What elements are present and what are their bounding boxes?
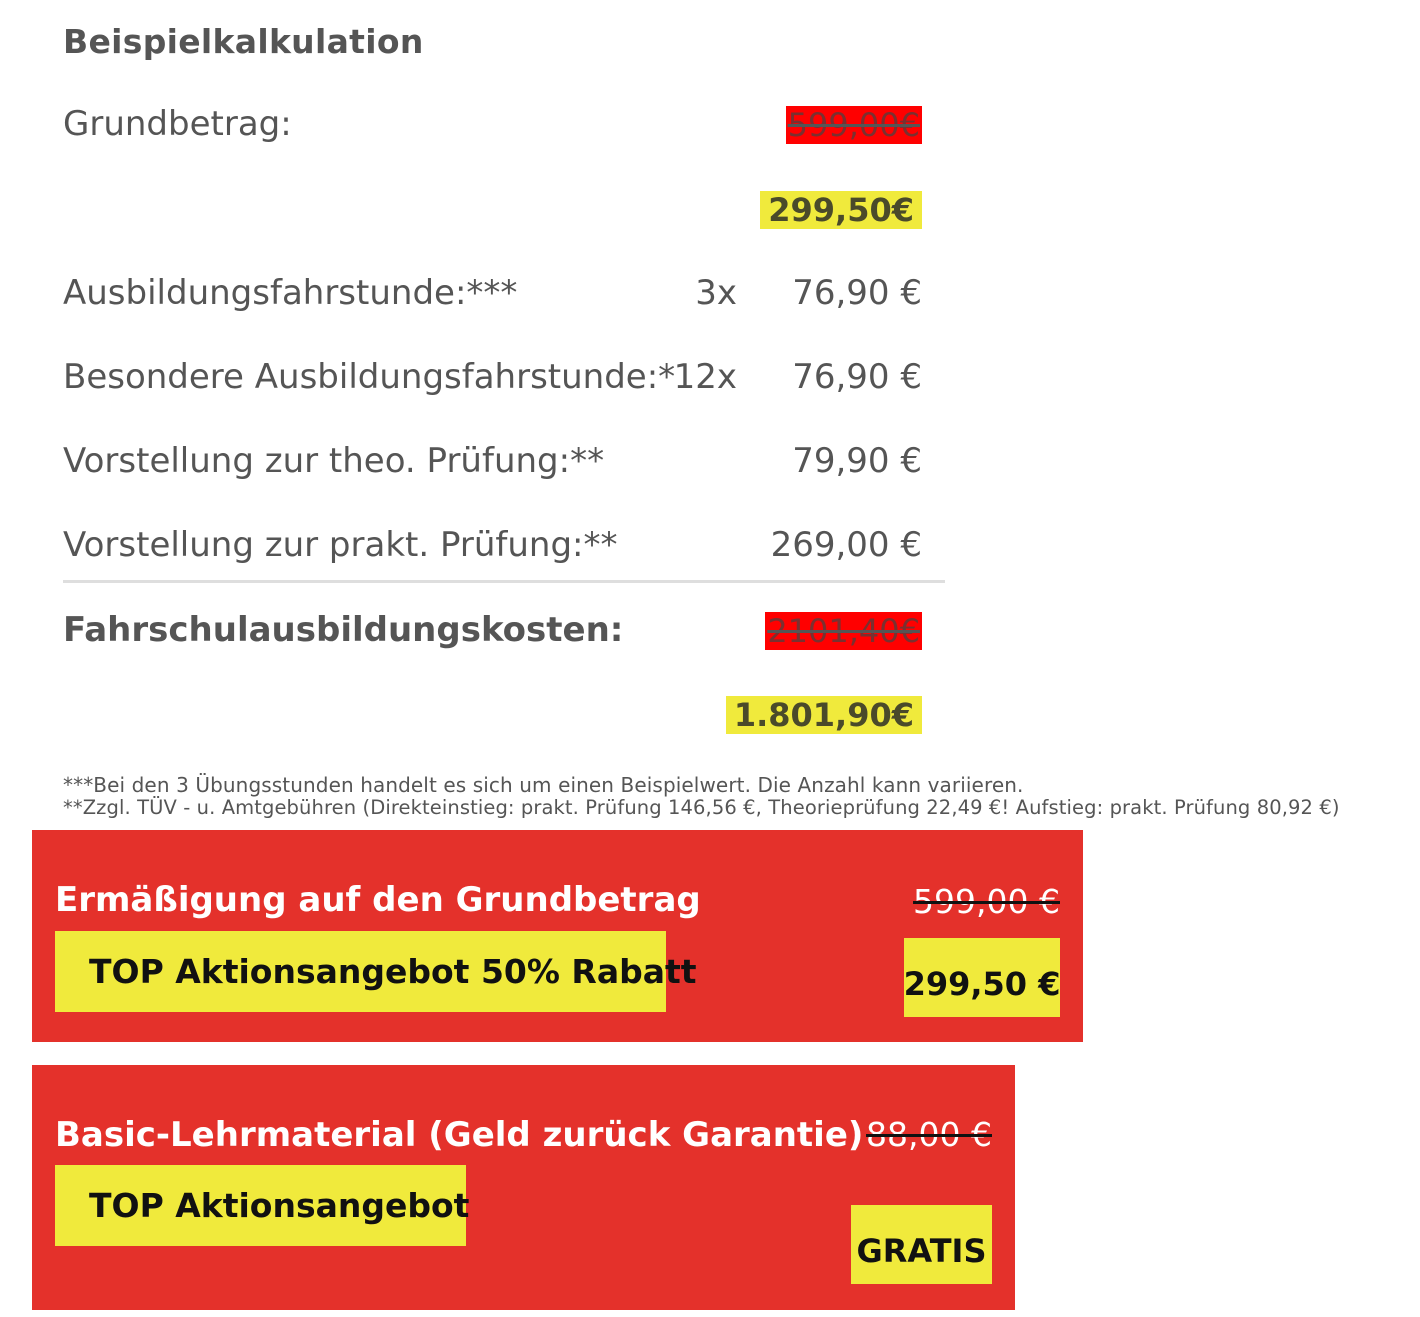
- promo-badge: TOP Aktionsangebot: [55, 1165, 466, 1246]
- promo-title: Ermäßigung auf den Grundbetrag: [55, 880, 701, 920]
- total-label: Fahrschulausbildungskosten:: [63, 610, 624, 650]
- promo-badge: TOP Aktionsangebot 50% Rabatt: [55, 931, 666, 1012]
- row-price-practical-exam: 269,00 €: [770, 525, 922, 565]
- total-old-price-wrap: [622, 612, 922, 650]
- base-new-price-wrap: [622, 187, 922, 233]
- promo-old-price: 88,00 €: [866, 1115, 992, 1154]
- row-label-practical-exam: Vorstellung zur prakt. Prüfung:**: [63, 525, 618, 565]
- promo-title: Basic-Lehrmaterial (Geld zurück Garantie): [55, 1115, 864, 1155]
- total-old-price: 2101,40€: [767, 612, 920, 650]
- base-old-price-wrap: [622, 106, 922, 144]
- row-price-theory-exam: 79,90 €: [792, 441, 922, 481]
- row-label-driving-lesson: Ausbildungsfahrstunde:***: [63, 273, 518, 313]
- promo-learning-material: [32, 1065, 1015, 1310]
- row-label-theory-exam: Vorstellung zur theo. Prüfung:**: [63, 441, 605, 481]
- promo-base-discount: [32, 830, 1083, 1042]
- total-new-price: 1.801,90€: [726, 696, 922, 734]
- total-new-price-wrap: [622, 692, 922, 738]
- base-new-price: 299,50€: [760, 191, 922, 229]
- row-label-special-lesson: Besondere Ausbildungsfahrstunde:*: [63, 357, 676, 397]
- row-price-driving-lesson: 76,90 €: [792, 273, 922, 313]
- base-old-price: 599,00€: [787, 106, 920, 144]
- row-qty-special-lesson: 12x: [673, 357, 737, 397]
- row-price-special-lesson: 76,90 €: [792, 357, 922, 397]
- promo-old-price: 599,00 €: [913, 882, 1060, 921]
- divider: [63, 580, 945, 583]
- row-qty-driving-lesson: 3x: [695, 273, 737, 313]
- base-label: Grundbetrag:: [63, 104, 292, 144]
- calculation-title: Beispielkalkulation: [63, 22, 424, 61]
- promo-new-price: 299,50 €: [904, 938, 1060, 1017]
- footnote-lessons: ***Bei den 3 Übungsstunden handelt es sich um einen Beispielwert. Die Anzahl kann variieren.: [63, 773, 1024, 797]
- footnote-fees: **Zzgl. TÜV - u. Amtgebühren (Direkteinstieg: prakt. Prüfung 146,56 €, Theorieprüfung 22,49 €! Aufstieg: prakt. Prüfung 80,92 €): [63, 796, 1340, 819]
- promo-new-price: GRATIS: [851, 1205, 992, 1284]
